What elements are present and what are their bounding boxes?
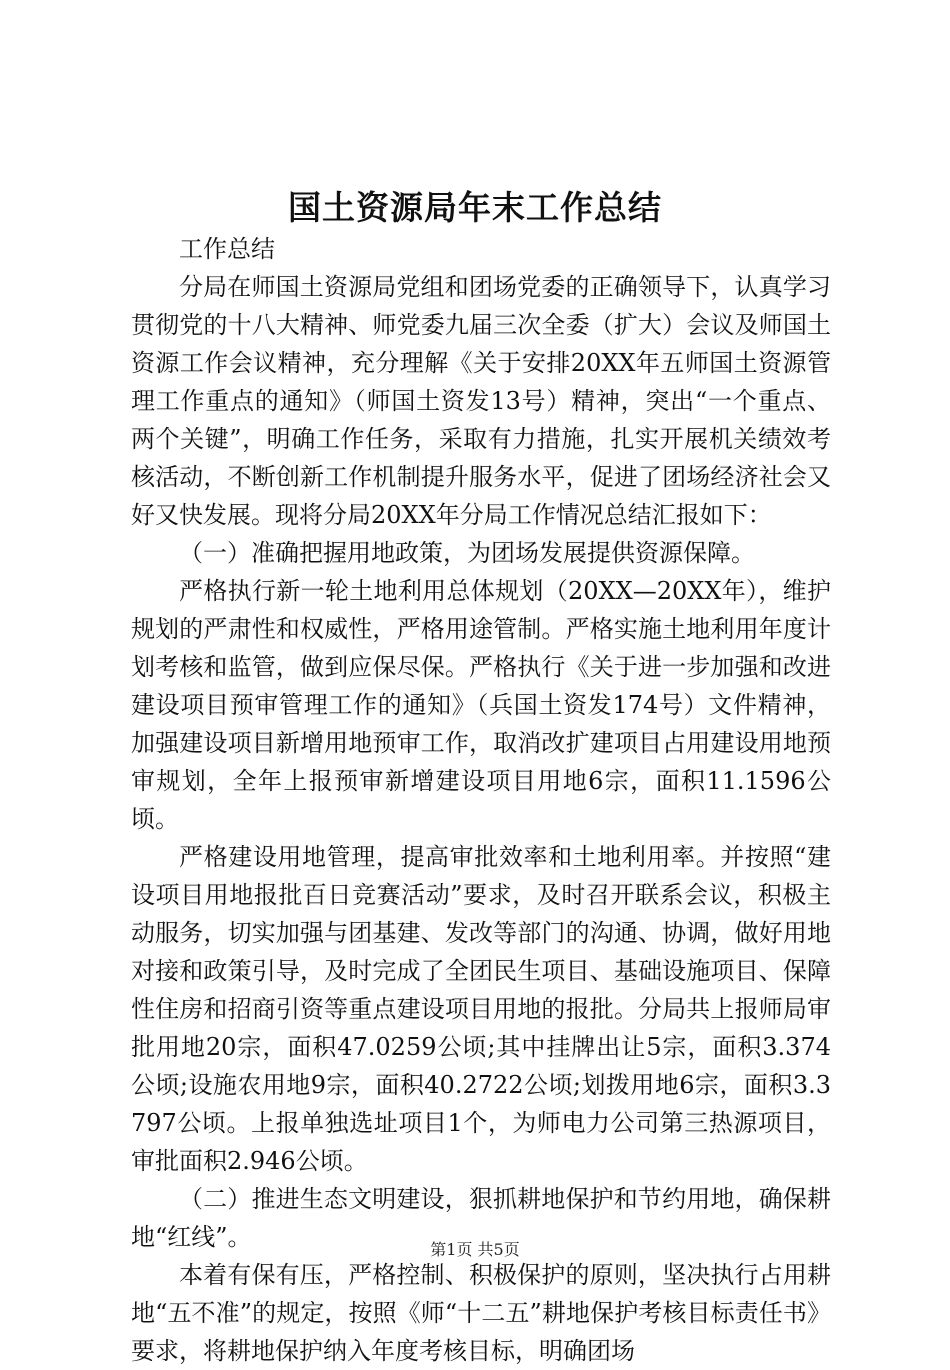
document-body	[131, 230, 831, 1370]
page-indicator: 第1页 共5页	[430, 1240, 520, 1259]
section-heading-1: （一）准确把握用地政策，为团场发展提供资源保障。	[179, 539, 755, 567]
paragraph-intro: 分局在师国土资源局党组和团场党委的正确领导下，认真学习贯彻党的十八大精神、师党委九届三次全委（扩大）会议及师国土资源工作会议精神，充分理解《关于安排20XX年五师国土资源管理工作重点的通知》（师国土资发13号）精神，突出“一个重点、两个关键”，明确工作任务，采取有力措施，扎实开展机关绩效考核活动，不断创新工作机制提升服务水平，促进了团场经济社会又好又快发展。现将分局20XX年分局工作情况总结汇报如下：	[131, 273, 831, 529]
document-title: 国土资源局年末工作总结	[288, 188, 662, 227]
paragraph-land-management: 严格建设用地管理，提高审批效率和土地利用率。并按照“建设项目用地报批百日竞赛活动”要求，及时召开联系会议，积极主动服务，切实加强与团基建、发改等部门的沟通、协调，做好用地对接和政策引导，及时完成了全团民生项目、基础设施项目、保障性住房和招商引资等重点建设项目用地的报批。分局共上报师局审批用地20宗，面积47.0259公顷;其中挂牌出让5宗，面积3.374公顷;设施农用地9宗，面积40.2722公顷;划拨用地6宗，面积3.3797公顷。上报单独选址项目1个，为师电力公司第三热源项目，审批面积2.946公顷。	[131, 843, 831, 1175]
paragraph-planning: 严格执行新一轮土地利用总体规划（20XX—20XX年），维护规划的严肃性和权威性，严格用途管制。严格实施土地利用年度计划考核和监管，做到应保尽保。严格执行《关于进一步加强和改进建设项目预审管理工作的通知》（兵国土资发174号）文件精神，加强建设项目新增用地预审工作，取消改扩建项目占用建设用地预审规划，全年上报预审新增建设项目用地6宗，面积11.1596公顷。	[131, 577, 831, 833]
paragraph-farmland-protection: 本着有保有压，严格控制、积极保护的原则，坚决执行占用耕地“五不准”的规定，按照《师“十二五”耕地保护考核目标责任书》要求，将耕地保护纳入年度考核目标，明确团场	[131, 1261, 831, 1365]
section-heading-2: （二）推进生态文明建设，狠抓耕地保护和节约用地，确保耕地“红线”。	[131, 1185, 831, 1251]
paragraph-subtitle: 工作总结	[179, 235, 275, 263]
